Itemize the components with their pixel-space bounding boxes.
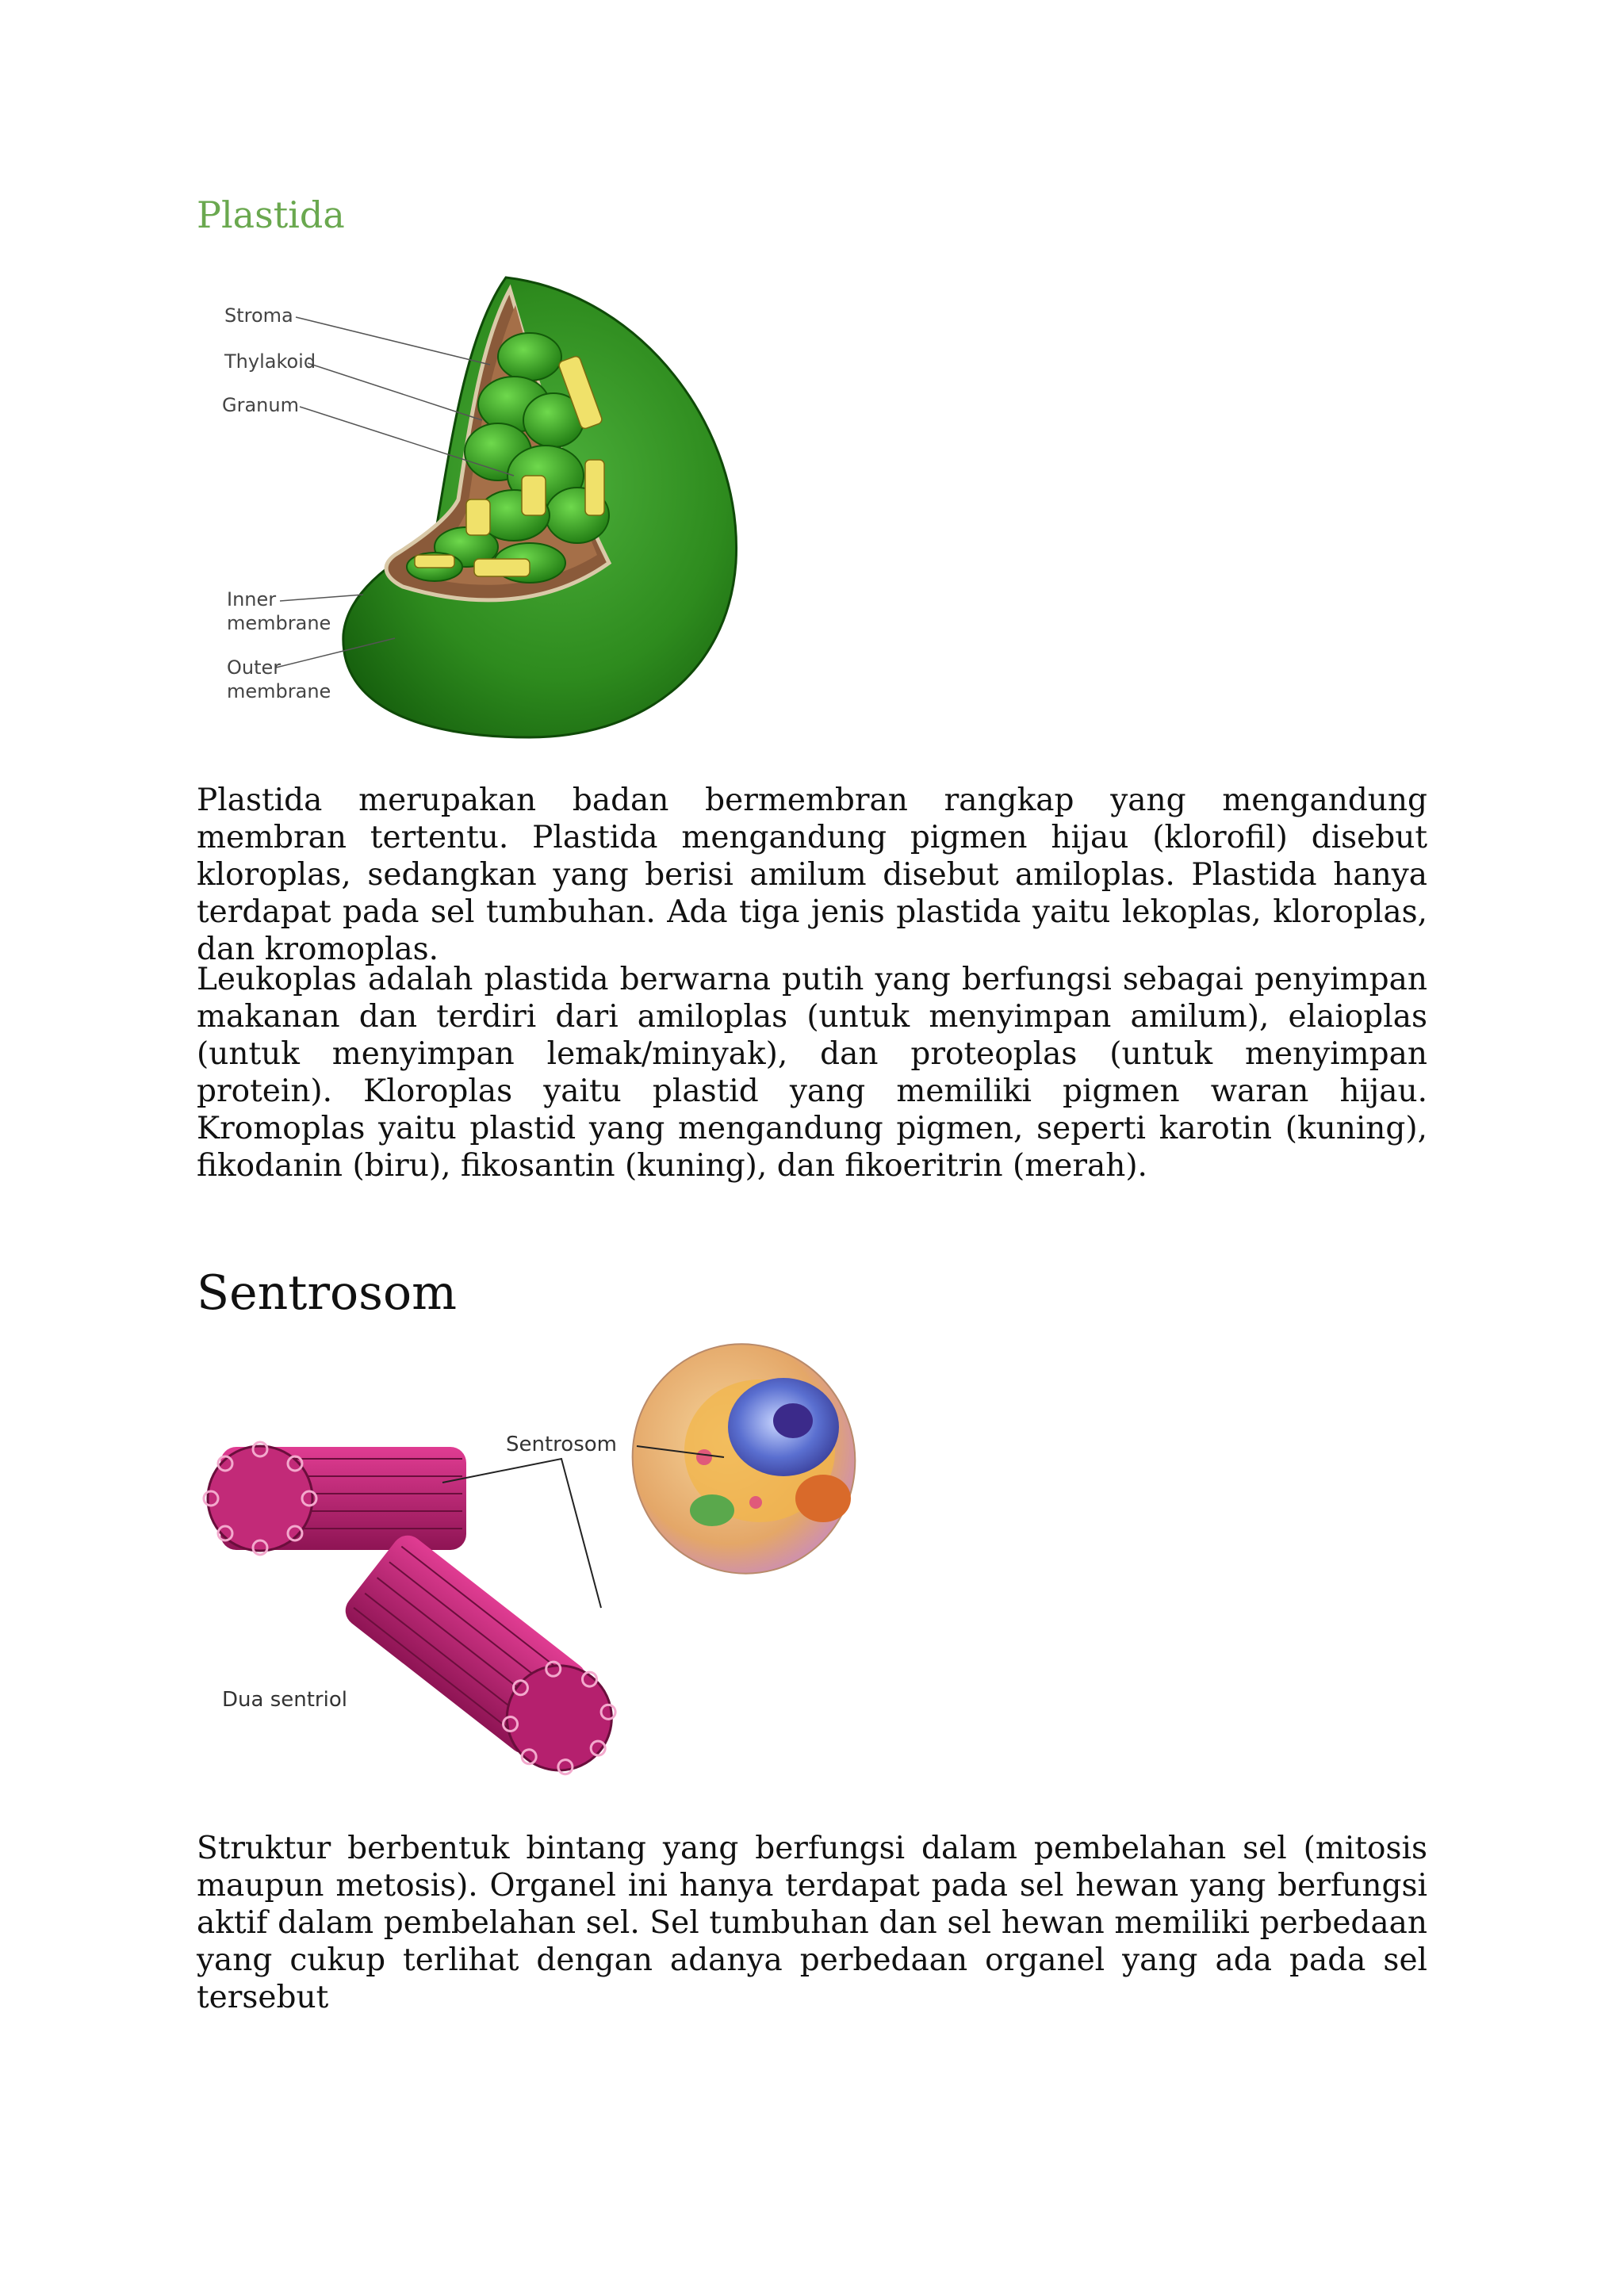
section-heading-sentrosom: Sentrosom xyxy=(197,1265,457,1321)
label-stroma: Stroma xyxy=(224,304,293,327)
label-inner-membrane-2: membrane xyxy=(227,612,331,634)
label-outer-membrane-2: membrane xyxy=(227,680,331,702)
label-dua-sentriol: Dua sentriol xyxy=(222,1688,347,1712)
section-heading-plastida: Plastida xyxy=(197,193,345,236)
label-thylakoid: Thylakoid xyxy=(224,350,316,373)
centriole-diagonal xyxy=(337,1527,638,1797)
label-inner-membrane-1: Inner xyxy=(227,588,277,610)
centrosome-diagram xyxy=(197,1340,910,1800)
centriole-horizontal xyxy=(204,1442,466,1555)
animal-cell-illustration xyxy=(607,1340,881,1598)
paragraph-plastida-2: Leukoplas adalah plastida berwarna putih yang berfungsi sebagai penyimpan makanan dan terdiri dari amiloplas (untuk menyimpan amilum), elaioplas (untuk menyimpan lemak/minyak), dan proteoplas (untuk menyimpan protein). Kloroplas yaitu plastid yang memiliki pigmen waran hijau. Kromoplas yaitu plastid yang mengandung pigmen, seperti karotin (kuning), fikodanin (biru), fikosantin (kuning), dan fikoeritrin (merah). xyxy=(197,962,1427,1184)
paragraph-plastida-1: Plastida merupakan badan bermembran rangkap yang mengandung membran tertentu. Plastida mengandung pigmen hijau (klorofil) disebut kloroplas, sedangkan yang berisi amilum disebut amiloplas. Plastida hanya terdapat pada sel tumbuhan. Ada tiga jenis plastida yaitu lekoplas, kloroplas, dan kromoplas. xyxy=(197,783,1427,967)
label-outer-membrane-1: Outer xyxy=(227,656,282,679)
label-sentrosom: Sentrosom xyxy=(506,1433,617,1456)
chloroplast-diagram xyxy=(197,262,752,753)
paragraph-sentrosom: Struktur berbentuk bintang yang berfungsi dalam pembelahan sel (mitosis maupun metosis). Organel ini hanya terdapat pada sel hewan yang berfungsi aktif dalam pembelahan sel. Sel tumbuhan dan sel hewan memiliki perbedaan yang cukup terlihat dengan adanya perbedaan organel yang ada pada sel tersebut xyxy=(197,1831,1427,2015)
label-granum: Granum xyxy=(222,394,299,416)
